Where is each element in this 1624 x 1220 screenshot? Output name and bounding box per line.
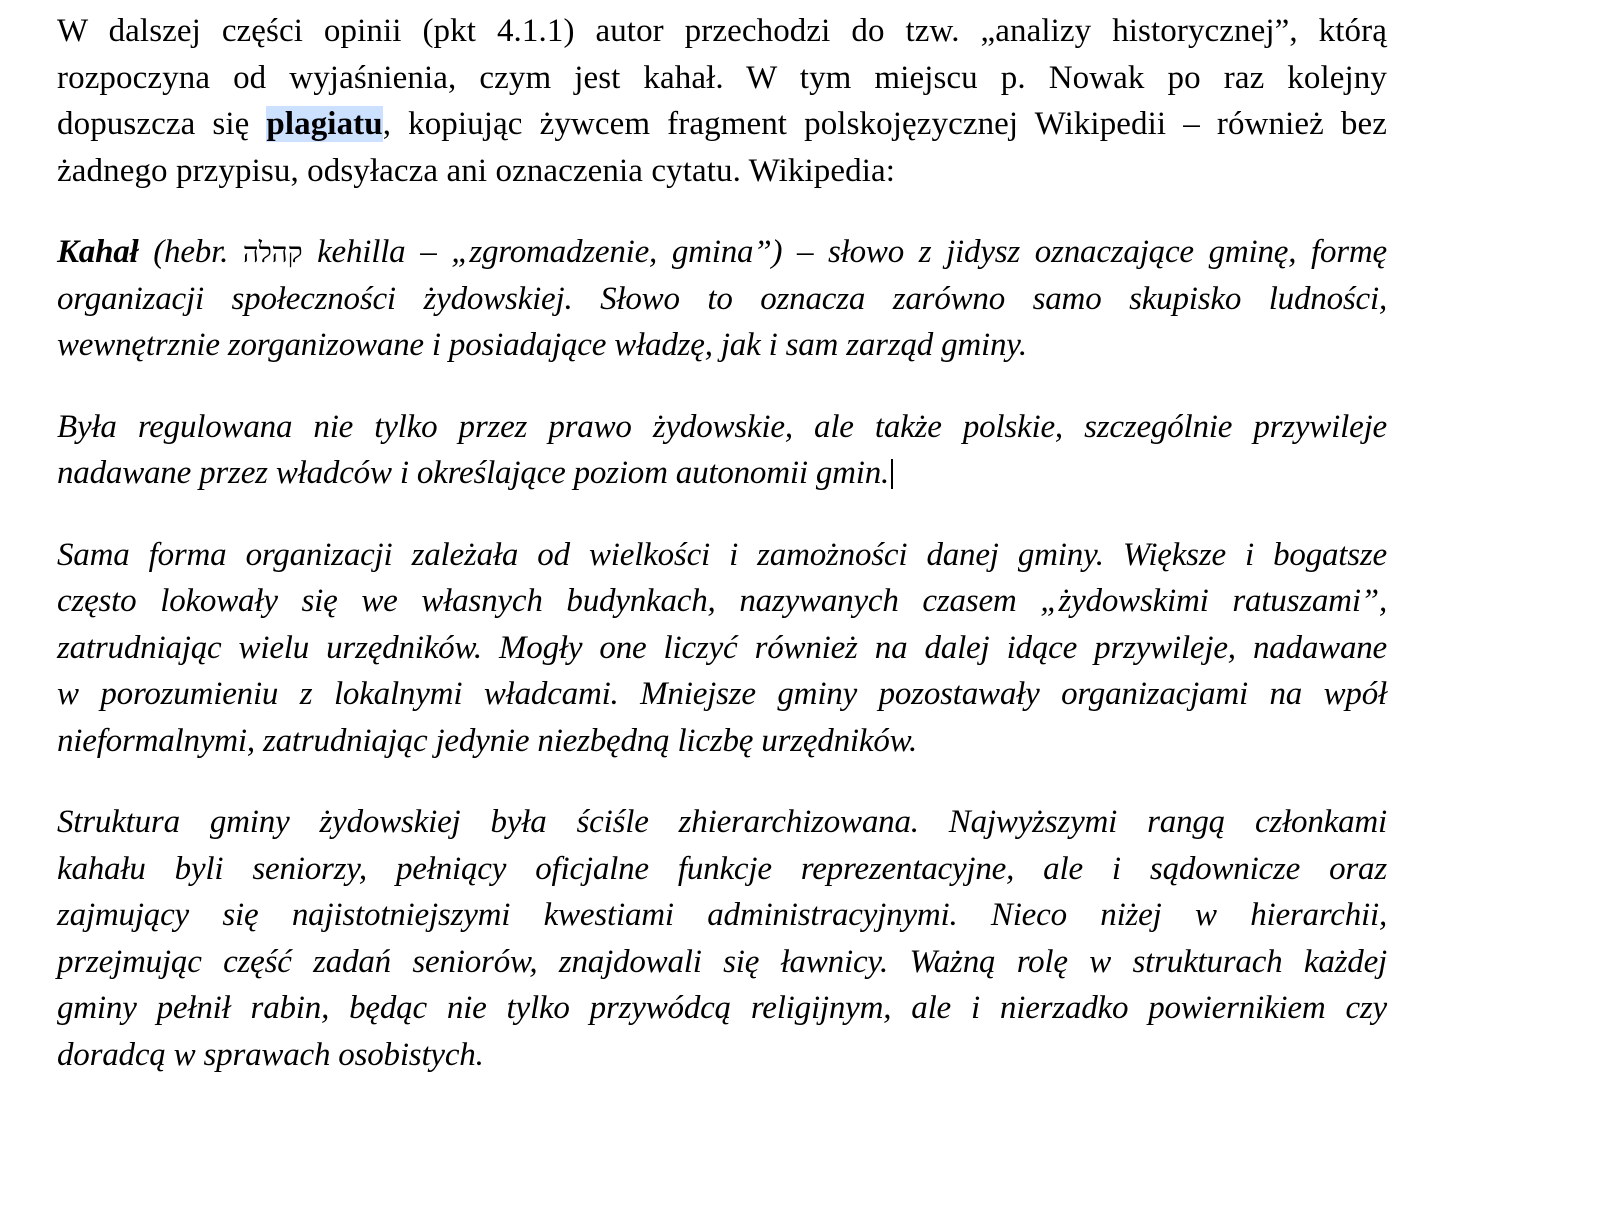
document-page[interactable] xyxy=(57,8,1387,1078)
quote4-line-4: przejmując część zadań seniorów, znajdowali się ławnicy. Ważną rolę w strukturach każdej xyxy=(57,943,1387,980)
quote4-line-6: doradcą w sprawach osobistych. xyxy=(57,1036,484,1073)
quote4-line-3: zajmujący się najistotniejszymi kwestiami administracyjnymi. Nieco niżej w hierarchii, xyxy=(57,897,1387,933)
quote-paragraph-definition[interactable] xyxy=(57,229,1387,369)
quote-paragraph-structure[interactable] xyxy=(57,799,1387,1078)
quote2-line-2-text: nadawane przez władców i określające poziom autonomii gmin. xyxy=(57,455,890,491)
quote1-line-1-post: kehilla – „zgromadzenie, gmina”) – słowo z jidysz oznaczające gminę, formę xyxy=(302,234,1387,270)
quote4-line-1: Struktura gminy żydowskiej była ściśle zhierarchizowana. Najwyższymi rangą członkami xyxy=(57,804,1387,840)
quote3-line-3: zatrudniając wielu urzędników. Mogły one liczyć również na dalej idące przywileje, nadawane xyxy=(57,629,1387,666)
quote-paragraph-organization[interactable] xyxy=(57,532,1387,765)
quote-paragraph-regulation[interactable] xyxy=(57,404,1387,497)
intro-paragraph[interactable] xyxy=(57,8,1387,194)
quote2-line-1: Była regulowana nie tylko przez prawo żydowskie, ale także polskie, szczególnie przywileje xyxy=(57,408,1387,445)
quote1-line-2: organizacji społeczności żydowskiej. Słowo to oznacza zarówno samo skupisko ludności, xyxy=(57,280,1387,317)
intro-line-4: żadnego przypisu, odsyłacza ani oznaczenia cytatu. Wikipedia: xyxy=(57,152,895,189)
intro-line-3 xyxy=(57,101,1387,148)
quote3-line-5: nieformalnymi, zatrudniając jedynie niezbędną liczbę urzędników. xyxy=(57,722,918,759)
quote1-line-3: wewnętrznie zorganizowane i posiadające władzę, jak i sam zarząd gminy. xyxy=(57,327,1027,363)
quote1-line-1-pre: (hebr. xyxy=(138,234,243,270)
quote3-line-4: w porozumieniu z lokalnymi władcami. Mniejsze gminy pozostawały organizacjami na wpół xyxy=(57,676,1387,712)
hebrew-word: קהלה xyxy=(242,236,303,269)
quote1-line-1 xyxy=(57,229,1387,276)
quote4-line-2: kahału byli seniorzy, pełniący oficjalne funkcje reprezentacyjne, ale i sądownicze oraz xyxy=(57,850,1387,887)
quote3-line-1: Sama forma organizacji zależała od wielkości i zamożności danej gminy. Większe i bogatsze xyxy=(57,536,1387,573)
selected-word-plagiatu[interactable]: plagiatu xyxy=(266,106,383,142)
intro-line-3-after: , kopiując żywcem fragment polskojęzycznej Wikipedii – również bez xyxy=(382,106,1387,142)
intro-line-1: W dalszej części opinii (pkt 4.1.1) autor przechodzi do tzw. „analizy historycznej”, którą xyxy=(57,13,1387,49)
intro-line-3-before: dopuszcza się xyxy=(57,106,267,142)
intro-line-2: rozpoczyna od wyjaśnienia, czym jest kahał. W tym miejscu p. Nowak po raz kolejny xyxy=(57,59,1387,96)
quote3-line-2: często lokowały się we własnych budynkach, nazywanych czasem „żydowskimi ratuszami”, xyxy=(57,583,1387,619)
quote4-line-5: gminy pełnił rabin, będąc nie tylko przywódcą religijnym, ale i nierzadko powiernikiem czy xyxy=(57,990,1387,1026)
quote2-line-2 xyxy=(57,450,1387,497)
term-kahal: Kahał xyxy=(57,234,139,270)
text-cursor xyxy=(891,459,893,489)
